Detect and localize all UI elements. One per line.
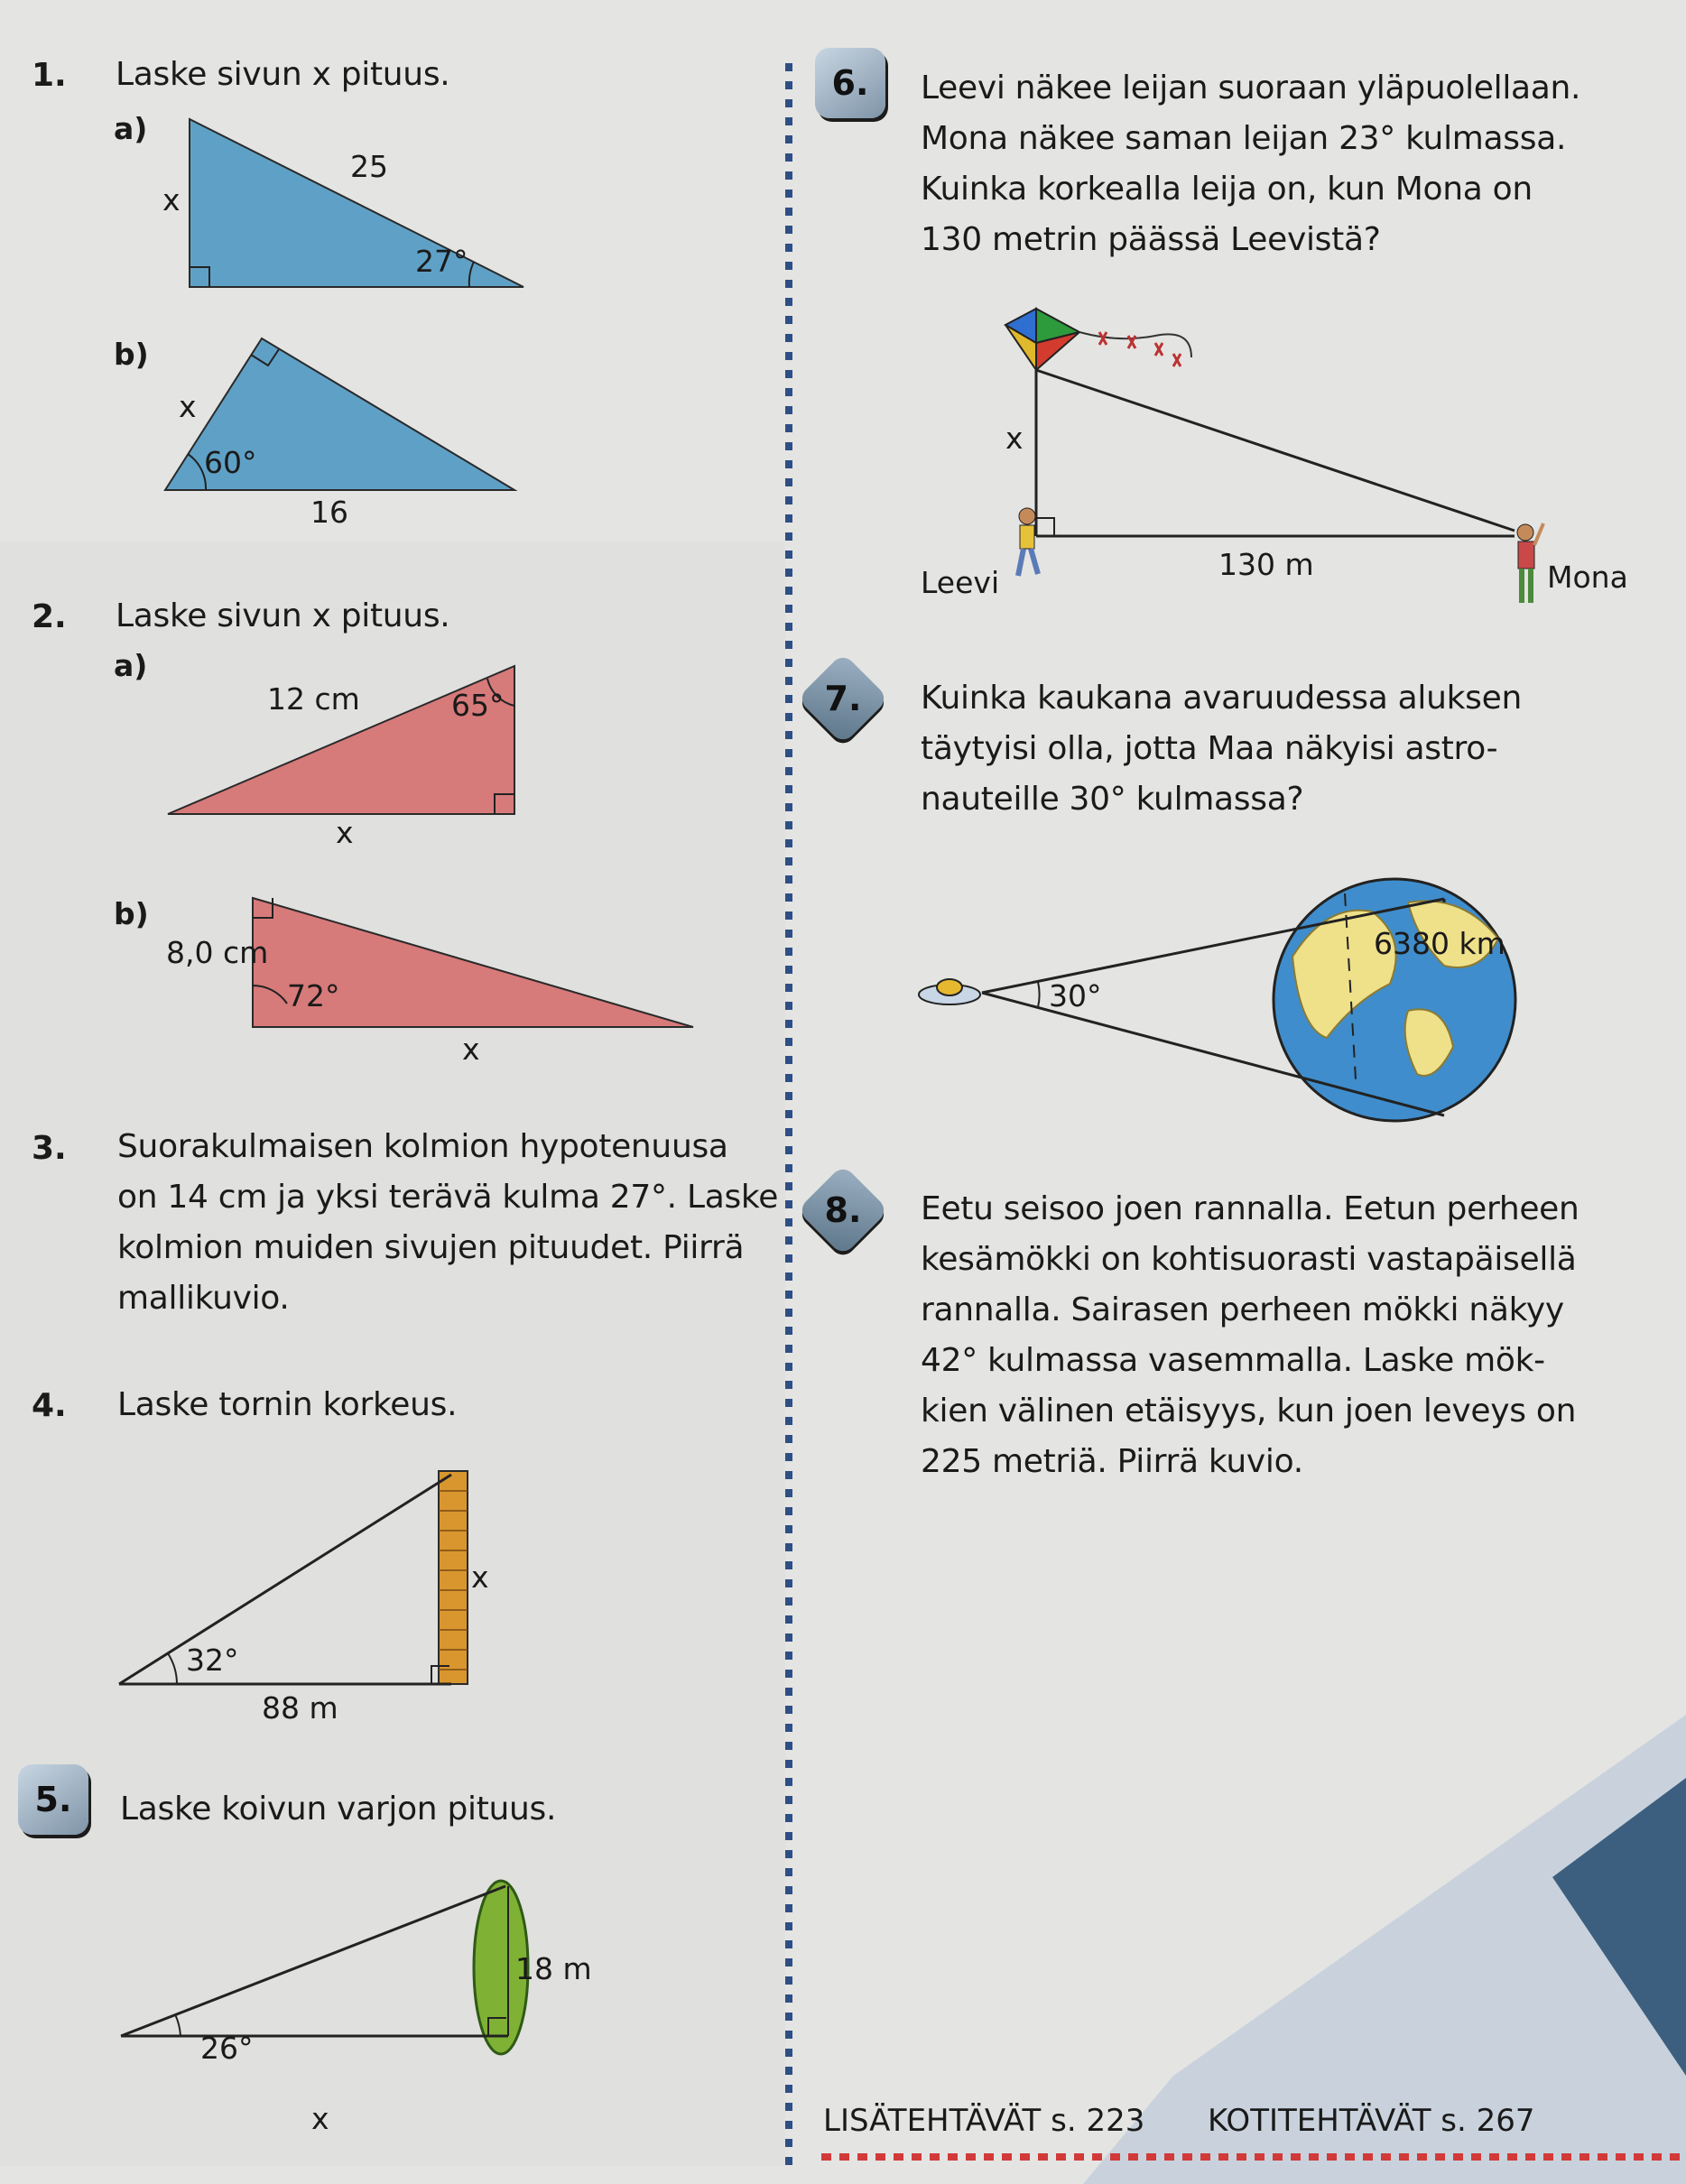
problem-6-line-1: Leevi näkee leijan suoraan yläpuolellaan. [921, 69, 1581, 106]
problem-6-person-mona: Mona [1547, 560, 1628, 595]
problem-1-text: Laske sivun x pituus. [116, 56, 450, 93]
problem-6-person-leevi: Leevi [921, 565, 1000, 600]
problem-2b-label: b) [114, 896, 149, 931]
problem-8-line-3: rannalla. Sairasen perheen mökki näkyy [921, 1291, 1564, 1328]
problem-5-text: Laske koivun varjon pituus. [120, 1791, 557, 1828]
problem-3-line-1: Suorakulmaisen kolmion hypotenuusa [117, 1128, 728, 1165]
problem-2b-side: 8,0 cm [166, 935, 269, 970]
problem-3-line-3: kolmion muiden sivujen pituudet. Piirrä [117, 1229, 745, 1266]
problem-4-text: Laske tornin korkeus. [117, 1386, 458, 1423]
problem-1b-angle: 60° [204, 445, 257, 480]
problem-6-line-3: Kuinka korkealla leija on, kun Mona on [921, 171, 1533, 208]
spaceship [919, 979, 980, 1004]
problem-7-line-2: täytyisi olla, jotta Maa näkyisi astro- [921, 730, 1498, 767]
problem-4-angle: 32° [186, 1643, 239, 1678]
problem-4-number: 4. [32, 1387, 67, 1424]
problem-5-angle: 26° [200, 2031, 254, 2066]
problem-8-line-5: kien välinen etäisyys, kun joen leveys on [921, 1393, 1577, 1430]
problem-6-line-2: Mona näkee saman leijan 23° kulmassa. [921, 120, 1567, 157]
problem-2a-x: x [336, 815, 354, 850]
problem-1b-label: b) [114, 337, 149, 372]
problem-1a-x: x [162, 182, 181, 217]
problem-2a-angle: 65° [451, 688, 505, 723]
problem-8-number: 8. [824, 1190, 862, 1230]
problem-1-number: 1. [32, 57, 67, 94]
problem-6-badge: 6. [815, 48, 885, 118]
problem-1b-x: x [179, 389, 197, 424]
problem-2-number: 2. [32, 598, 67, 635]
problem-6-distance: 130 m [1218, 547, 1314, 582]
problem-7-radius: 6380 km [1374, 926, 1505, 961]
problem-2a-side: 12 cm [267, 681, 360, 717]
problem-4-x: x [471, 1559, 489, 1595]
problem-5-badge: 5. [18, 1764, 88, 1835]
problem-6-line-4: 130 metrin päässä Leevistä? [921, 221, 1381, 258]
problem-7-line-1: Kuinka kaukana avaruudessa aluksen [921, 680, 1522, 717]
problem-3-number: 3. [32, 1130, 67, 1167]
problem-7-line-3: nauteille 30° kulmassa? [921, 781, 1304, 818]
problem-7-number: 7. [824, 679, 862, 718]
problem-8-line-6: 225 metriä. Piirrä kuvio. [921, 1443, 1303, 1480]
problem-5-height: 18 m [515, 1951, 592, 1986]
problem-8-line-1: Eetu seisoo joen rannalla. Eetun perheen [921, 1190, 1579, 1227]
problem-2-text: Laske sivun x pituus. [116, 597, 450, 634]
problem-2b-x: x [462, 1032, 480, 1067]
problem-1a-side: 25 [350, 149, 388, 184]
problem-3-line-2: on 14 cm ja yksi terävä kulma 27°. Laske [117, 1179, 779, 1216]
problem-7-angle: 30° [1049, 978, 1102, 1013]
problem-2a-label: a) [114, 648, 148, 683]
problem-1b-side: 16 [310, 495, 348, 530]
footer-dashed-line [821, 2153, 1686, 2161]
problem-1a-label: a) [114, 111, 148, 146]
footer-extra-exercises: LISÄTEHTÄVÄT s. 223 [823, 2103, 1145, 2139]
problem-6-x: x [1005, 421, 1024, 456]
footer-home-exercises: KOTITEHTÄVÄT s. 267 [1208, 2103, 1535, 2139]
problem-5-x: x [311, 2101, 329, 2136]
problem-1a-angle: 27° [415, 244, 468, 279]
problem-8-line-4: 42° kulmassa vasemmalla. Laske mök- [921, 1342, 1545, 1379]
problem-2b-angle: 72° [287, 978, 340, 1013]
problem-4-base: 88 m [262, 1690, 338, 1726]
problem-8-line-2: kesämökki on kohtisuorasti vastapäisellä [921, 1241, 1577, 1278]
problem-3-line-4: mallikuvio. [117, 1280, 290, 1317]
